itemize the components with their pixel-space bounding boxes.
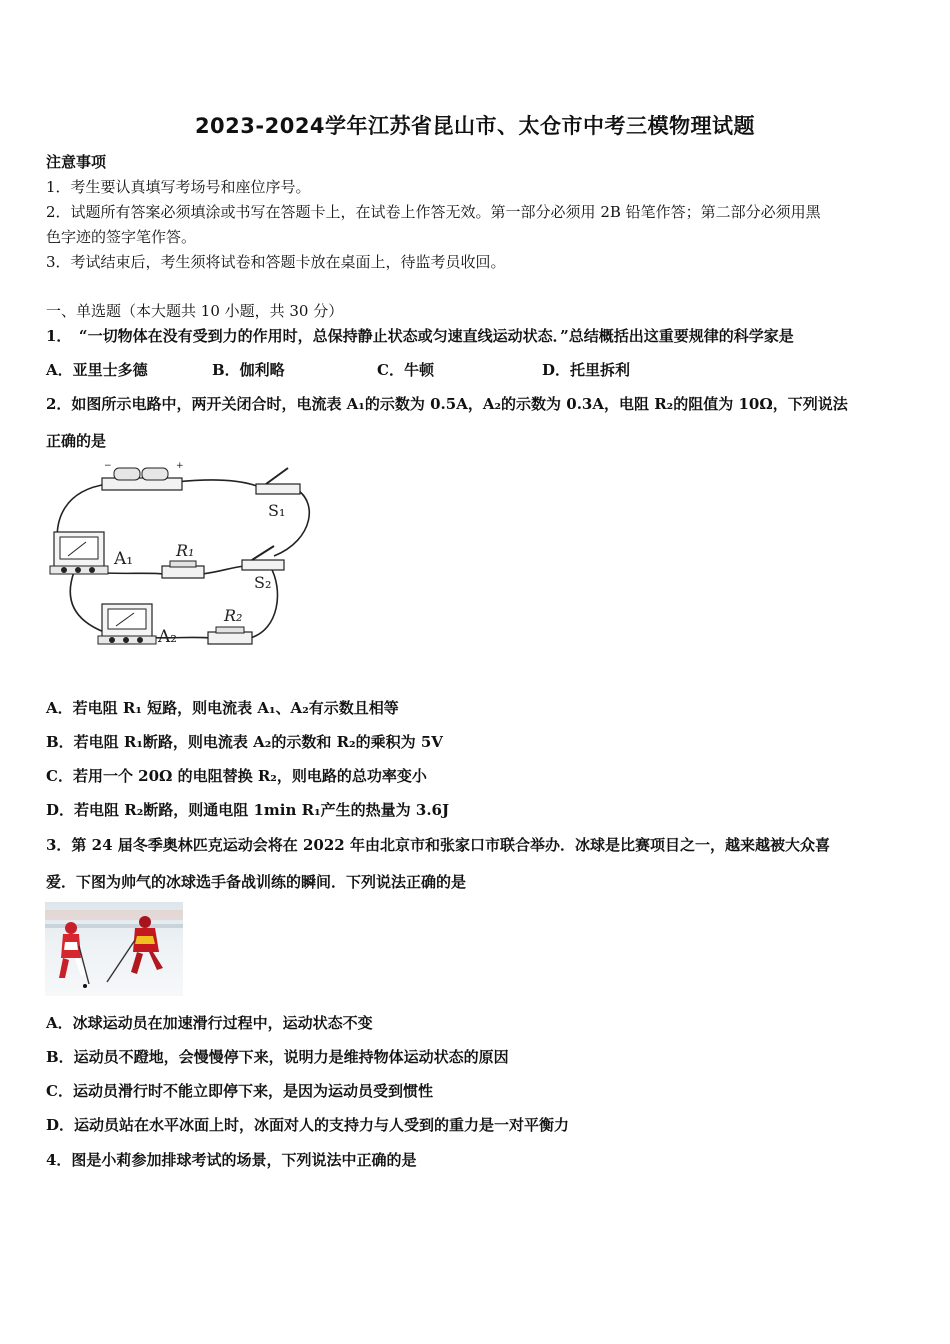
question-1-stem: 1． “一切物体在没有受到力的作用时，总保持静止状态或匀速直线运动状态．”总结概括出这重要规律的科学家是 <box>46 327 794 345</box>
question-3-option-d: D．运动员站在水平冰面上时，冰面对人的支持力与人受到的重力是一对平衡力 <box>46 1116 570 1134</box>
question-4-stem: 4．图是小莉参加排球考试的场景，下列说法中正确的是 <box>46 1151 417 1169</box>
s2-label: S₂ <box>254 573 272 592</box>
question-2-option-b: B．若电阻 R₁断路，则电流表 A₂的示数和 R₂的乘积为 5V <box>46 733 443 751</box>
s1-label: S₁ <box>268 501 286 520</box>
question-3-stem: 3．第 24 届冬季奥林匹克运动会将在 2022 年由北京市和张家口市联合举办．冰球是比赛项目之一，越来越被大众喜 <box>46 836 830 854</box>
circuit-diagram <box>44 460 324 660</box>
question-1-option-d: D．托里拆利 <box>542 361 631 379</box>
battery-minus-label: − <box>104 461 112 471</box>
page-title: 2023-2024学年江苏省昆山市、太仓市中考三模物理试题 <box>194 114 756 138</box>
resistor-r1 <box>162 541 204 578</box>
section-heading: 一、单选题（本大题共 10 小题，共 30 分） <box>46 302 344 320</box>
notice-item: 2．试题所有答案必须填涂或书写在答题卡上，在试卷上作答无效。第一部分必须用 2B 铅笔作答；第二部分必须用黑 <box>46 203 821 221</box>
question-1-option-c: C．牛顿 <box>377 361 434 379</box>
battery <box>102 461 184 490</box>
notice-item: 3．考试结束后，考生须将试卷和答题卡放在桌面上，待监考员收回。 <box>46 253 506 271</box>
question-2-stem-continued: 正确的是 <box>46 432 107 450</box>
battery-plus-label: + <box>176 461 184 471</box>
question-1-option-b: B．伽利略 <box>212 361 285 379</box>
a2-label: A₂ <box>158 627 178 647</box>
notice-item: 1．考生要认真填写考场号和座位序号。 <box>46 178 311 196</box>
question-3-stem-continued: 爱．下图为帅气的冰球选手备战训练的瞬间．下列说法正确的是 <box>46 873 467 891</box>
switch-s2 <box>242 546 284 592</box>
question-2-option-d: D．若电阻 R₂断路，则通电阻 1min R₁产生的热量为 3.6J <box>46 801 450 819</box>
switch-s1 <box>256 468 300 520</box>
notice-item: 色字迹的签字笔作答。 <box>46 228 197 246</box>
r1-label: R₁ <box>176 541 195 560</box>
question-2-option-a: A．若电阻 R₁ 短路，则电流表 A₁、A₂有示数且相等 <box>46 699 399 717</box>
question-3-option-b: B．运动员不蹬地，会慢慢停下来，说明力是维持物体运动状态的原因 <box>46 1048 509 1066</box>
question-1-option-a: A．亚里士多德 <box>46 361 148 379</box>
notice-heading: 注意事项 <box>46 153 107 171</box>
ice-hockey-photo <box>45 902 183 996</box>
question-2-option-c: C．若用一个 20Ω 的电阻替换 R₂，则电路的总功率变小 <box>46 767 427 785</box>
question-2-stem: 2．如图所示电路中，两开关闭合时，电流表 A₁的示数为 0.5A，A₂的示数为 0.3A，电阻 R₂的阻值为 10Ω，下列说法 <box>46 395 848 413</box>
question-3-option-c: C．运动员滑行时不能立即停下来，是因为运动员受到惯性 <box>46 1082 433 1100</box>
ammeter-a2 <box>98 604 177 647</box>
resistor-r2 <box>208 606 252 644</box>
r2-label: R₂ <box>224 606 243 625</box>
question-3-option-a: A．冰球运动员在加速滑行过程中，运动状态不变 <box>46 1014 373 1032</box>
ammeter-a1 <box>50 532 133 574</box>
a1-label: A₁ <box>114 549 134 569</box>
